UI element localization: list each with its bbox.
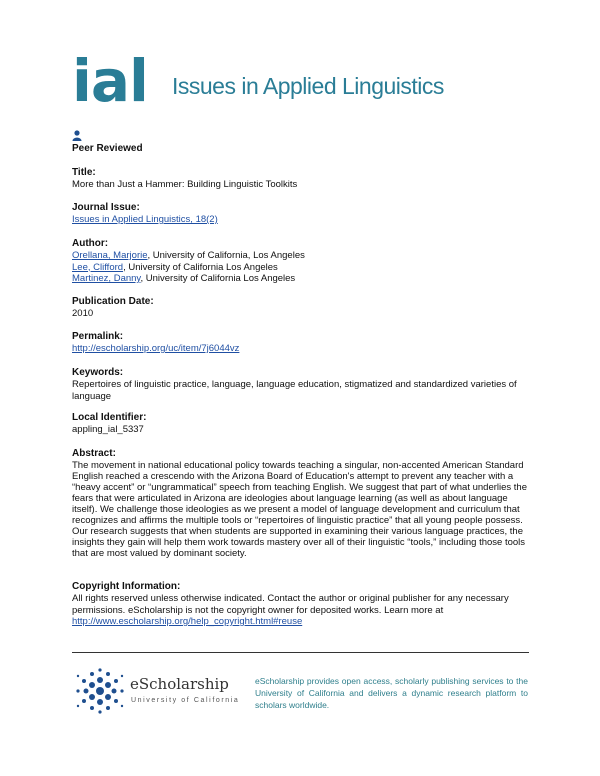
escholarship-name: eScholarship: [130, 675, 229, 693]
local-id-field: [72, 411, 530, 436]
keywords-value: Repertoires of linguistic practice, language, language education, stigmatized and standardized varieties of language: [72, 379, 517, 402]
permalink-link[interactable]: http://escholarship.org/uc/item/7j6044vz: [72, 343, 240, 354]
escholarship-subtitle: University of California: [131, 697, 240, 704]
author-link[interactable]: Martinez, Danny: [72, 273, 141, 284]
author-affiliation: , University of California Los Angeles: [140, 273, 296, 284]
author-link[interactable]: Orellana, Marjorie: [72, 250, 148, 261]
author-entry: [72, 273, 530, 285]
journal-label: Journal Issue:: [72, 202, 140, 213]
abstract-value: The movement in national educational policy towards teaching a singular, non-accented American Standard English reached a crescendo with the Arizona Board of Education's attempt to prevent any teacher with a “heavy accent” or “ungrammatical” speech from teaching English. We suggest that part of what underlies the fears that were articulated in Arizona are ideologies about language learning (as well as about language itself). We challenge those ideologies as we present a model of language development and curriculum that recognizes and affirms the multiple tools or “repertoires of linguistic practice” that all young people possess. Our research suggests that when students are supported in examining their various language practices, the insights they gain will help them work towards mastery over all of their linguistic “tools,” including those tools that are most valued by dominant society.: [72, 460, 527, 559]
logo-mark: ial: [72, 47, 148, 115]
keywords-field: [72, 366, 530, 402]
title-value: More than Just a Hammer: Building Linguistic Toolkits: [72, 179, 298, 190]
footer-divider: [72, 652, 529, 653]
copyright-text: All rights reserved unless otherwise indicated. Contact the author or original publisher for any necessary permissions. eScholarship is not the copyright owner for deposited works. Learn more at: [72, 593, 509, 616]
author-affiliation: , University of California Los Angeles: [123, 261, 278, 273]
copyright-label: Copyright Information:: [72, 581, 181, 592]
copyright-value: [72, 593, 530, 628]
permalink-label: Permalink:: [72, 331, 124, 342]
title-field: [72, 166, 530, 191]
escholarship-description: eScholarship provides open access, scholarly publishing services to the University of California and delivers a dynamic research platform to scholars worldwide.: [255, 676, 528, 710]
person-icon: [72, 130, 82, 141]
peer-reviewed-label: Peer Reviewed: [72, 143, 143, 154]
author-entry: [72, 262, 530, 274]
abstract-field: [72, 447, 530, 559]
author-entry: [72, 250, 530, 262]
permalink-field: [72, 330, 530, 355]
author-field: [72, 237, 530, 285]
local-id-label: Local Identifier:: [72, 412, 147, 423]
logo-text: Issues in Applied Linguistics: [172, 73, 444, 99]
local-id-value: appling_ial_5337: [72, 424, 144, 435]
copyright-field: [72, 580, 530, 628]
title-label: Title:: [72, 167, 96, 178]
peer-reviewed: [72, 130, 143, 154]
keywords-label: Keywords:: [72, 367, 124, 378]
author-label: Author:: [72, 238, 109, 249]
journal-link[interactable]: Issues in Applied Linguistics, 18(2): [72, 214, 218, 225]
escholarship-logo-icon: [72, 666, 128, 716]
journal-field: [72, 201, 530, 226]
pub-date-value: 2010: [72, 308, 94, 319]
copyright-link[interactable]: http://www.escholarship.org/help_copyright.html#reuse: [72, 616, 303, 627]
abstract-label: Abstract:: [72, 448, 116, 459]
pub-date-label: Publication Date:: [72, 296, 154, 307]
author-link[interactable]: Lee, Clifford: [72, 261, 124, 273]
author-affiliation: , University of California, Los Angeles: [147, 250, 305, 261]
journal-logo: [72, 47, 444, 115]
pub-date-field: [72, 295, 530, 320]
